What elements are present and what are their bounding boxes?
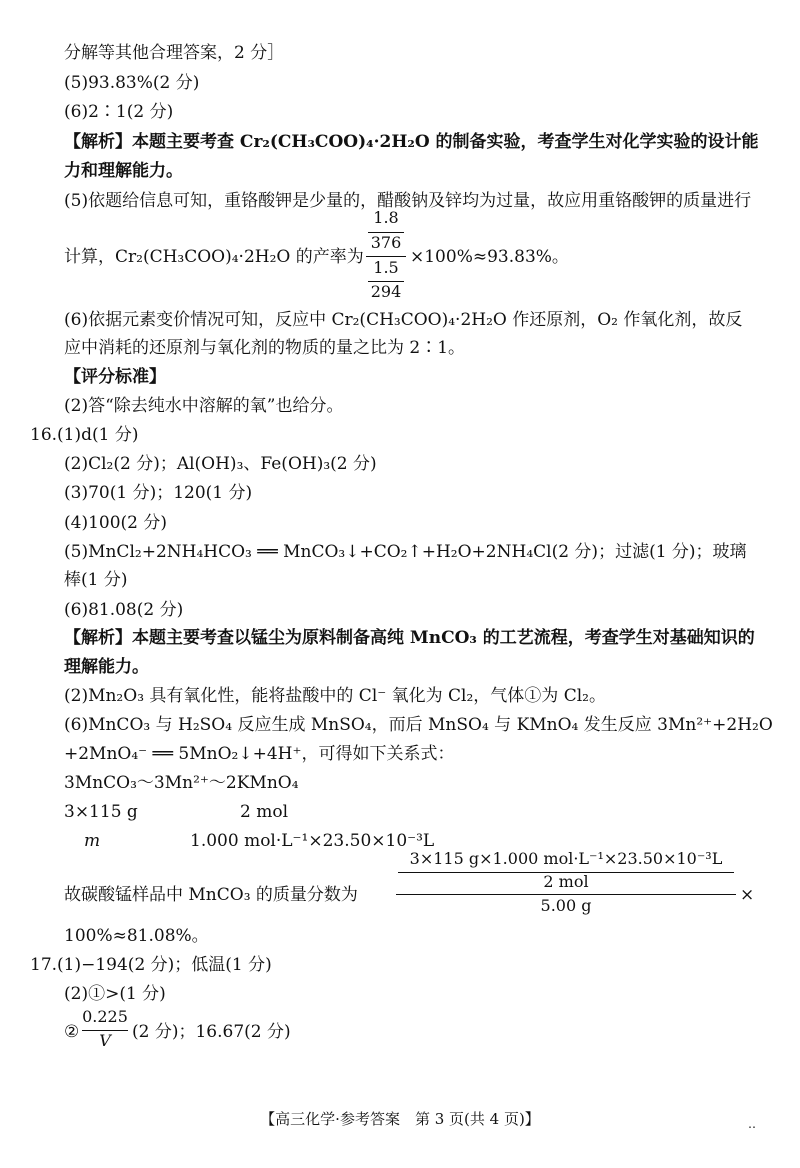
relation-m: m xyxy=(84,831,101,851)
yield-bottom-denominator: 294 xyxy=(370,282,402,301)
answer-line: (2)Cl₂(2 分)；Al(OH)₃、Fe(OH)₃(2 分) xyxy=(64,454,377,474)
relation-line: 3MnCO₃～3Mn²⁺～2KMnO₄ xyxy=(64,773,299,793)
mass-top-numerator: 3×115 g×1.000 mol·L⁻¹×23.50×10⁻³L xyxy=(409,849,723,868)
yield-result: ×100%≈93.83%。 xyxy=(410,247,569,267)
mass-fraction-result: 100%≈81.08%。 xyxy=(64,926,209,946)
analysis-heading-cont: 力和理解能力。 xyxy=(64,161,183,181)
analysis-heading: 【解析】本题主要考查 Cr₂(CH₃COO)₄·2H₂O 的制备实验，考查学生对化学实验的设计能 xyxy=(64,132,759,152)
answer-circle-2: ② xyxy=(64,1022,80,1042)
yield-top-denominator: 376 xyxy=(370,233,402,252)
fraction-main-bar xyxy=(396,894,736,895)
answer-5: (5)93.83%(2 分) xyxy=(64,73,200,93)
answer-line: (3)70(1 分)；120(1 分) xyxy=(64,483,253,503)
analysis-heading-cont: 理解能力。 xyxy=(64,657,149,677)
analysis-heading: 【解析】本题主要考查以锰尘为原料制备高纯 MnCO₃ 的工艺流程，考查学生对基础知识的 xyxy=(64,628,755,648)
page-footer: 【高三化学·参考答案 第 3 页(共 4 页)】 xyxy=(260,1110,540,1128)
grading-heading: 【评分标准】 xyxy=(64,367,166,387)
equation-line: (5)MnCl₂+2NH₄HCO₃ ══ MnCO₃↓+CO₂↑+H₂O+2NH₄Cl(2 分)；过滤(1 分)；玻璃 xyxy=(64,542,747,562)
corner-mark: ‥ xyxy=(748,1117,757,1131)
text-line: +2MnO₄⁻ ══ 5MnO₂↓+4H⁺，可得如下关系式： xyxy=(64,744,455,764)
answer-line: (6)81.08(2 分) xyxy=(64,600,184,620)
text-line: (5)依题给信息可知，重铬酸钾是少量的，醋酸钠及锌均为过量，故应用重铬酸钾的质量进行 xyxy=(64,191,752,211)
rate-denominator: V xyxy=(99,1031,111,1050)
relation-mass: 3×115 g xyxy=(64,802,138,822)
question-16: 16.(1)d(1 分) xyxy=(30,425,139,445)
question-17: 17.(1)−194(2 分)；低温(1 分) xyxy=(30,955,272,975)
relation-mol: 2 mol xyxy=(240,802,289,822)
mass-bottom-denominator: 5.00 g xyxy=(540,896,592,915)
mass-top-denominator: 2 mol xyxy=(543,872,589,891)
text-line: (6)MnCO₃ 与 H₂SO₄ 反应生成 MnSO₄，而后 MnSO₄ 与 KMnO₄ 发生反应 3Mn²⁺+2H₂O xyxy=(64,715,773,735)
answer-line: (2 分)；16.67(2 分) xyxy=(132,1022,291,1042)
yield-label: 计算，Cr₂(CH₃COO)₄·2H₂O 的产率为 xyxy=(64,247,364,267)
mass-fraction-label: 故碳酸锰样品中 MnCO₃ 的质量分数为 xyxy=(64,885,358,905)
relation-amount: 1.000 mol·L⁻¹×23.50×10⁻³L xyxy=(190,831,435,851)
text-line: 分解等其他合理答案，2 分］ xyxy=(64,43,285,63)
text-line: (2)答“除去纯水中溶解的氧”也给分。 xyxy=(64,396,344,416)
times-sign: × xyxy=(740,885,755,905)
text-line: 应中消耗的还原剂与氧化剂的物质的量之比为 2∶1。 xyxy=(64,338,466,358)
answer-line: (2)①>(1 分) xyxy=(64,984,166,1004)
rate-numerator: 0.225 xyxy=(82,1007,128,1026)
text-line: (2)Mn₂O₃ 具有氧化性，能将盐酸中的 Cl⁻ 氧化为 Cl₂，气体①为 Cl₂。 xyxy=(64,686,606,706)
text-line: (6)依据元素变价情况可知，反应中 Cr₂(CH₃COO)₄·2H₂O 作还原剂，O₂ 作氧化剂，故反 xyxy=(64,310,743,330)
answer-line: 棒(1 分) xyxy=(64,570,128,590)
answer-line: (4)100(2 分) xyxy=(64,513,168,533)
answer-6: (6)2∶1(2 分) xyxy=(64,102,174,122)
yield-bottom-numerator: 1.5 xyxy=(373,258,399,277)
fraction-main-bar xyxy=(366,256,406,257)
yield-top-numerator: 1.8 xyxy=(373,208,399,227)
